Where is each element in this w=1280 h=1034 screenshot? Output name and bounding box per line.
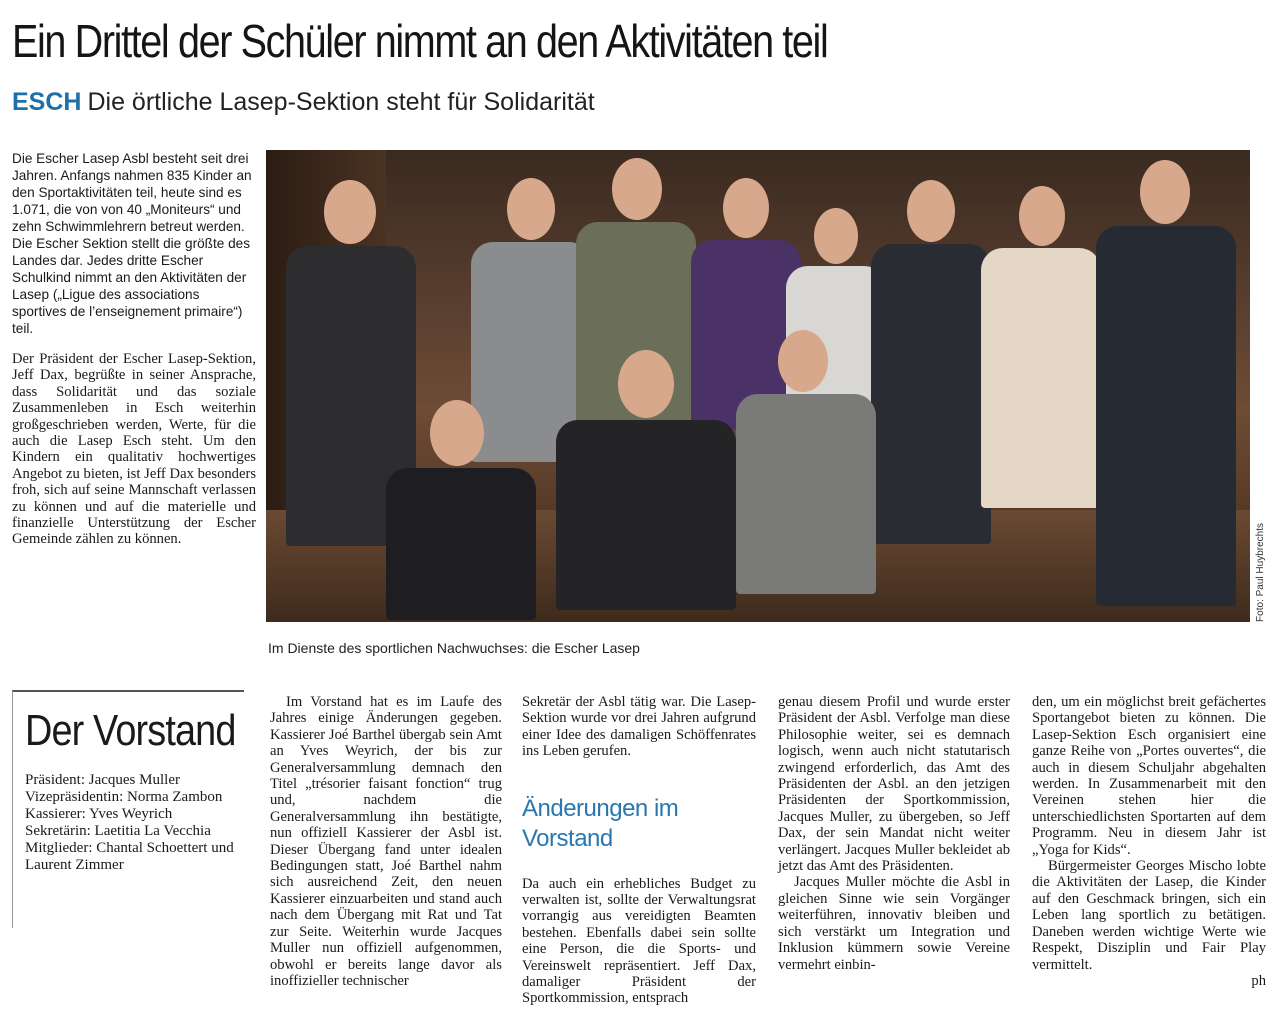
board-member-list xyxy=(25,772,244,874)
paragraph: Sekretär der Asbl tätig war. Die Lasep-Sektion wurde vor drei Jahren aufgrund einer Idee des damaligen Schöffenrates ins Leben gerufen. xyxy=(522,694,756,760)
board-infobox xyxy=(12,690,244,928)
paragraph: Bürgermeister Georges Mischo lobte die Aktivitäten der Lasep, die Kinder auf den Geschmack bringen, sich ein Leben lang sportlich zu betätigen. Daneben werden wichtige Werte wie Respekt, Disziplin und Fair Play vermittelt. xyxy=(1032,858,1266,973)
photo-person xyxy=(386,400,536,620)
paragraph: den, um ein möglichst breit gefächertes Sportangebot bieten zu können. Die Lasep-Sektion Esch organisiert eine ganze Reihe von „Portes ouvertes“, die auch in diesem Schuljahr abgehalten werden. In Zusammenarbeit mit den Vereinen stehen hier die unterschiedlichsten Sportarten auf dem Programm. Neu in diesem Jahr ist „Yoga for Kids“. xyxy=(1032,694,1266,858)
photo-caption: Im Dienste des sportlichen Nachwuchses: die Escher Lasep xyxy=(268,640,640,656)
paragraph: Im Vorstand hat es im Laufe des Jahres einige Änderungen gegeben. Kassierer Joé Barthel übergab sein Amt an Yves Weyrich, der bis zur Generalversammlung demnach den Titel „trésorier faisant fonction“ trug und, nachdem die Generalversammlung ihn bestätigte, nun offiziell Kassierer der Asbl ist. Dieser Übergang fand unter idealen Bedingungen statt, Joé Barthel nahm sich ausreichend Zeit, den neuen Kassierer einzuarbeiten und stand auch nach dem Übergang mit Rat und Tat zur Seite. Weiterhin wurde Jacques Muller nun offiziell aufgenommen, obwohl er bereits lange davor als inoffizieller technischer xyxy=(270,694,502,989)
article-column-2 xyxy=(522,694,756,1007)
section-subheading: Änderungen im Vorstand xyxy=(522,794,679,852)
board-member: Kassierer: Yves Weyrich xyxy=(25,806,173,822)
subheadline-text: Die örtliche Lasep-Sektion steht für Solidarität xyxy=(87,88,595,116)
board-member: Sekretärin: Laetitia La Vecchia xyxy=(25,823,211,839)
photo-person xyxy=(1096,160,1236,600)
paragraph: Jacques Muller möchte die Asbl in gleichen Sinne wie sein Vorgänger weiterführen, innovativ bleiben und sich verstärkt um Integration und Inklusion kümmern sowie Vereine vermehrt einbin- xyxy=(778,874,1010,973)
article-column-4 xyxy=(1032,694,1266,989)
photo-person xyxy=(556,350,736,610)
board-member: Vizepräsidentin: Norma Zambon xyxy=(25,789,223,805)
intro-column xyxy=(12,150,256,548)
subheadline xyxy=(12,88,595,117)
paragraph: genau diesem Profil und wurde erster Präsident der Asbl. Verfolge man diese Philosophie weiter, sei es demnach logisch, wenn auch nicht statutarisch zwingend erforderlich, das Amt des Präsidenten der Asbl. an den jetzigen Präsidenten der Sportkommission, Jacques Muller, zu übergeben, so Jeff Dax, der sein Mandat nicht weiter verlängert. Jacques Muller bekleidet ab jetzt das Amt des Präsidenten. xyxy=(778,694,1010,875)
board-member: Präsident: Jacques Muller xyxy=(25,772,180,788)
photo-person xyxy=(871,180,991,620)
intro-body: Der Präsident der Escher Lasep-Sektion, Jeff Dax, begrüßte in seiner Ansprache, dass Solidarität und das soziale Zusammenleben in Esch weiterhin großgeschrieben werden, Werte, für die auch die Lasep Esch steht. Um den Kindern ein qualitativ hochwertiges Angebot zu bieten, ist Jeff Dax besonders froh, sich auf seine Mannschaft verlassen zu können und auf die materielle und finanzielle Unterstützung der Escher Gemeinde zählen zu können. xyxy=(12,351,256,548)
author-signature: ph xyxy=(1251,972,1266,989)
photo-credit: Foto: Paul Huybrechts xyxy=(1254,523,1266,622)
headline: Ein Drittel der Schüler nimmt an den Aktivitäten teil xyxy=(12,15,828,67)
article-column-3 xyxy=(778,694,1010,973)
article-column-1 xyxy=(270,694,502,989)
photo-person xyxy=(981,186,1101,622)
board-member: Mitglieder: Chantal Schoettert und Laurent Zimmer xyxy=(25,840,234,873)
intro-lead: Die Escher Lasep Asbl besteht seit drei Jahren. Anfangs nahmen 835 Kinder an den Sportaktivitäten teil, heute sind es 1.071, die von von 40 „Moniteurs“ und zehn Schwimmlehrern betreut werden. Die Escher Sektion stellt die größte des Landes dar. Jedes dritte Escher Schulkind nimmt an den Aktivitäten der Lasep („Ligue des associations sportives de l’enseignement primaire“) teil. xyxy=(12,151,252,336)
photo-person xyxy=(736,330,876,610)
board-infobox-title: Der Vorstand xyxy=(25,706,236,755)
kicker: ESCH xyxy=(12,88,82,116)
paragraph: Da auch ein erhebliches Budget zu verwalten ist, sollte der Verwaltungsrat vorrangig aus vereidigten Beamten bestehen. Ebenfalls dabei sein sollte eine Person, die die Sports- und Vereinswelt repräsentiert. Jeff Dax, damaliger Präsident der Sportkommission, entsprach xyxy=(522,875,756,1007)
group-photo xyxy=(266,150,1250,622)
